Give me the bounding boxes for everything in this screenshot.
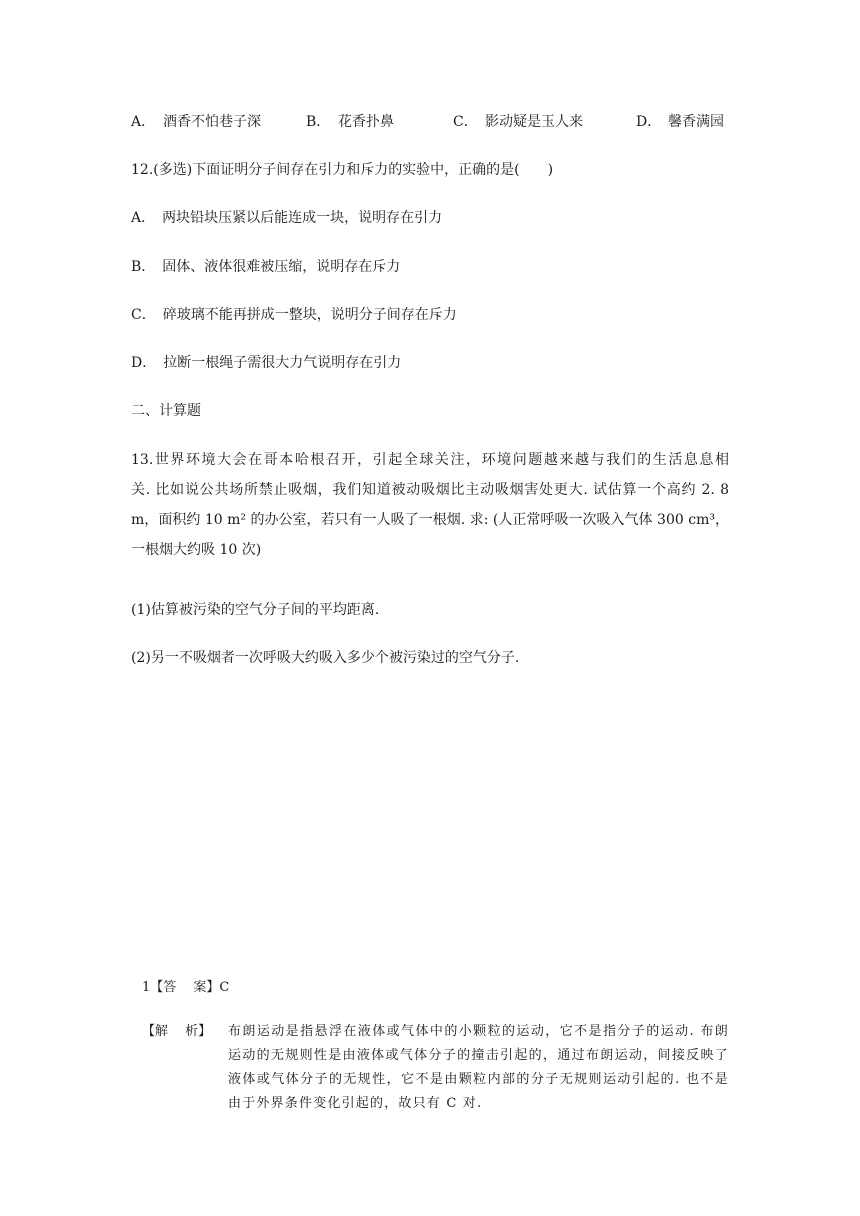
section-title: 二、计算题 [131,403,201,419]
option-letter: B． [306,114,331,130]
q13-line-3: m，面积约 10 m² 的办公室，若只有一人吸了一根烟. 求: (人正常呼吸一次吸入气体 300 cm³， [131,512,729,528]
q13-line-1: 13.世界环境大会在哥本哈根召开，引起全球关注，环境问题越来越与我们的生活息息相 [131,452,729,468]
analysis-label: 【解 析】 [142,1024,212,1039]
option-letter: C． [453,114,478,130]
answer-line: 1【答 案】C [142,980,230,995]
q12-option-d: D． 拉断一根绳子需很大力气说明存在引力 [131,355,402,371]
q12-option-a: A． 两块铅块压紧以后能连成一块，说明存在引力 [131,210,443,226]
q11-option-a [131,112,261,132]
option-text: 馨香满园 [668,114,724,130]
q13-sub-1: (1)估算被污染的空气分子间的平均距离. [131,602,380,618]
option-text: 影动疑是玉人来 [485,114,583,130]
q13-sub-2: (2)另一不吸烟者一次呼吸大约吸入多少个被污染过的空气分子. [131,650,520,666]
q11-option-c [453,112,583,132]
q12-option-b: B． 固体、液体很难被压缩，说明存在斥力 [131,259,401,275]
q12-stem: 12.(多选)下面证明分子间存在引力和斥力的实验中，正确的是( ) [131,162,554,178]
q11-options-row [131,112,731,132]
option-letter: D． [636,114,662,130]
option-letter: A． [131,114,156,130]
option-text: 酒香不怕巷子深 [163,114,261,130]
option-text: 花香扑鼻 [338,114,394,130]
q13-line-2: 关. 比如说公共场所禁止吸烟，我们知道被动吸烟比主动吸烟害处更大. 试估算一个高约 2. 8 [131,482,729,498]
q13-stem [131,445,729,565]
q11-option-d [636,112,724,132]
analysis-text: 布朗运动是指悬浮在液体或气体中的小颗粒的运动，它不是指分子的运动. 布朗运动的无规则性是由液体或气体分子的撞击引起的，通过布朗运动，间接反映了液体或气体分子的无规性，它不是由颗粒内部的分子无规则运动引起的. 也不是由于外界条件变化引起的，故只有 C 对. [228,1024,729,1111]
q13-line-4: 一根烟大约吸 10 次) [131,542,262,558]
q12-option-c: C． 碎玻璃不能再拼成一整块，说明分子间存在斥力 [131,307,457,323]
q11-option-b [306,112,394,132]
